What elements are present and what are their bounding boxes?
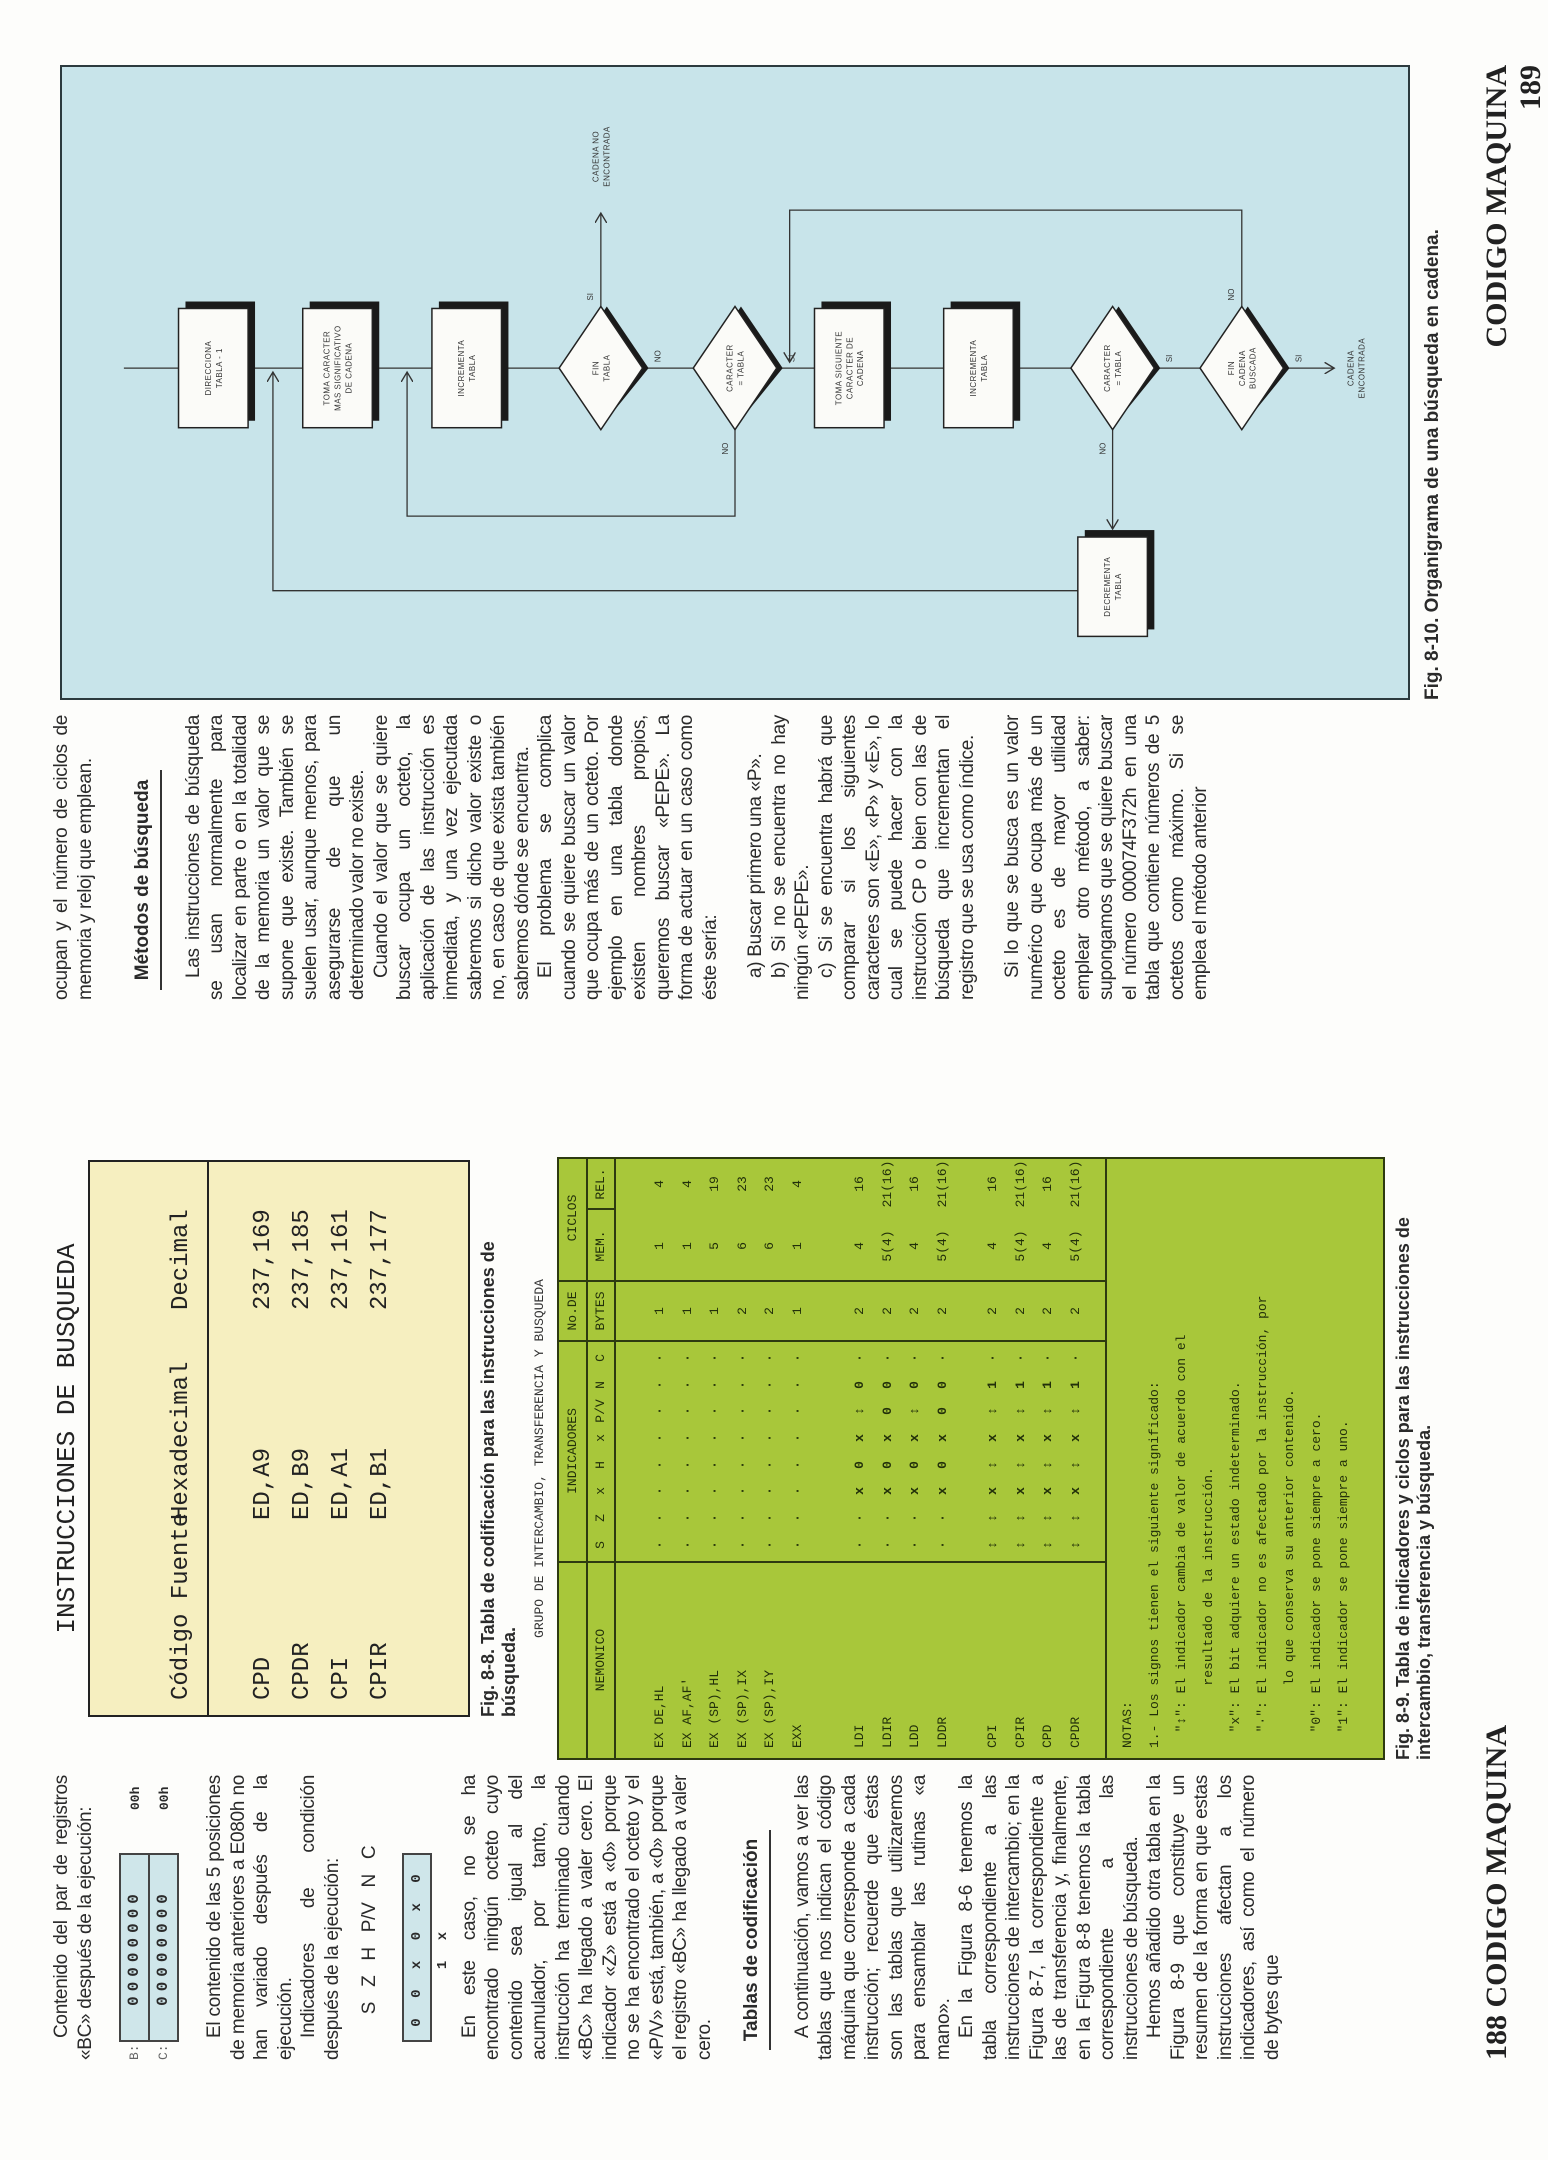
running-head-189: CODIGO MAQUINA 189 (1480, 65, 1547, 348)
mem-cycles: 1 (679, 1242, 695, 1250)
mnemonic: LDI (852, 1724, 867, 1748)
flag-value: · (934, 1354, 950, 1362)
fig-8-8-title: INSTRUCCIONES DE BUSQUEDA (52, 1243, 82, 1634)
label-no: NO (653, 350, 663, 363)
flag-value: · (707, 1354, 722, 1362)
flag-value: · (707, 1381, 722, 1389)
table-cell: ED,A1 (328, 1447, 355, 1520)
flag-value: · (907, 1541, 922, 1549)
list-item-a: a) Buscar primero una «P». (745, 753, 766, 978)
flag-value: · (789, 1487, 805, 1495)
diamond-body (693, 306, 776, 429)
running-head-188: 188 CODIGO MAQUINA (1480, 1725, 1513, 2060)
flag-value: · (1067, 1354, 1083, 1362)
paragraph-indicadores: Indicadores de condición después de la ejecución: (298, 1775, 343, 2060)
rel-cycles: 16 (985, 1176, 1000, 1192)
mnemonic: CPDR (1067, 1716, 1083, 1748)
page-188-text-column (50, 1775, 1284, 2060)
mem-cycles: 5(4) (879, 1230, 895, 1262)
flag-value: · (762, 1487, 777, 1495)
fig-8-9-table (557, 1157, 1385, 1760)
flag-value: · (789, 1541, 805, 1549)
bytes-value: 2 (879, 1307, 895, 1315)
flag-value: · (652, 1487, 667, 1495)
paragraph-memoria: El contenido de las 5 posiciones de memoria anteriores a E080h no han variado después de la ejecución. (204, 1775, 296, 2060)
flag-value: 0 (852, 1381, 867, 1389)
flag-value: · (707, 1461, 722, 1469)
mem-cycles: 5(4) (934, 1230, 950, 1262)
flag-value: · (679, 1381, 695, 1389)
diamond-label-fin_tabla: FIN TABLA (591, 354, 612, 382)
flag-value: ↕ (1067, 1407, 1083, 1415)
bytes-value: 2 (734, 1307, 750, 1315)
flag-value: · (652, 1407, 667, 1415)
flag-value: · (985, 1354, 1000, 1362)
note-line: "0": El indicador se pone siempre a cero. (1309, 1412, 1324, 1748)
flag-value: 0 (879, 1381, 895, 1389)
flag-value: x (907, 1434, 922, 1442)
flag-value: ↕ (1012, 1461, 1028, 1469)
table-cell: 237,169 (250, 1209, 277, 1310)
flag-value: · (789, 1407, 805, 1415)
header-indicadores: INDICADORES (565, 1408, 580, 1494)
rel-cycles: 23 (734, 1176, 750, 1192)
mnemonic: EX DE,HL (652, 1685, 667, 1748)
flag-value: 1 (1067, 1381, 1083, 1389)
rel-cycles: 21(16) (1012, 1160, 1028, 1208)
flag-header-pv: P/V (593, 1399, 608, 1423)
list-item-c: c) Si se encuentra habrá que comparar si los siguientes caracteres son «E», «P» y «E», lo cual se puede hacer con la instrucción CP o bien con las de búsqueda que incrementan el registro que se usa como índice. (815, 715, 978, 1000)
flag-value: x (1040, 1487, 1055, 1495)
end-label-cadena-no-encontrada: CADENA NO ENCONTRADA (591, 126, 612, 187)
flag-value: · (679, 1487, 695, 1495)
rel-cycles: 21(16) (934, 1160, 950, 1208)
divider (586, 1208, 614, 1210)
fig-8-9-caption: Fig. 8-9. Tabla de indicadores y ciclos para las instrucciones de intercambio, transferencia y búsqueda. (1393, 1217, 1434, 1760)
flag-value: ↕ (1012, 1407, 1028, 1415)
table-cell: ED,B1 (367, 1447, 394, 1520)
flag-value: x (852, 1487, 867, 1495)
register-hex: 00h (128, 1786, 143, 1810)
header-ciclos: CICLOS (565, 1194, 580, 1242)
flag-value: · (679, 1354, 695, 1362)
box-label-direcciona: DIRECCIONA TABLA - 1 (203, 340, 224, 396)
flag-value: ↕ (1012, 1541, 1028, 1549)
rel-cycles: 16 (1040, 1176, 1055, 1192)
flag-value: x (934, 1434, 950, 1442)
flag-value: ↕ (1067, 1541, 1083, 1549)
flag-value: x (934, 1487, 950, 1495)
label-si: SI (585, 293, 595, 301)
rel-cycles: 21(16) (879, 1160, 895, 1208)
note-line: "1": El indicador se pone siempre a uno. (1336, 1420, 1351, 1748)
paragraph-hemos: Hemos añadido otra tabla en la Figura 8-9 que constituye un resumen de la forma en que estas instrucciones afectan a los indicadores, así como el número de bytes que (1144, 1775, 1283, 2060)
label-si: SI (787, 354, 797, 363)
rel-cycles: 4 (652, 1180, 667, 1188)
flag-value: · (762, 1407, 777, 1415)
mem-cycles: 6 (762, 1242, 777, 1250)
note-line: NOTAS: (1120, 1701, 1135, 1748)
flag-value: ↕ (985, 1407, 1000, 1415)
flag-value: x (1012, 1487, 1028, 1495)
bytes-value: 2 (907, 1307, 922, 1315)
flag-value: · (734, 1407, 750, 1415)
header-rel: REL. (593, 1168, 608, 1200)
table-cell: 237,161 (328, 1209, 355, 1310)
flag-value: 0 (852, 1461, 867, 1469)
flag-value: · (907, 1514, 922, 1522)
bytes-value: 2 (985, 1307, 1000, 1315)
flag-value: ↕ (1040, 1514, 1055, 1522)
register-label: C: (156, 2044, 171, 2060)
flag-value: · (652, 1354, 667, 1362)
flag-value: ↕ (907, 1407, 922, 1415)
flag-value: 0 (907, 1461, 922, 1469)
flag-header-h: H (593, 1461, 608, 1469)
box-body (179, 308, 249, 427)
divider (586, 1159, 588, 1758)
flag-value: · (679, 1461, 695, 1469)
flag-value: ↕ (1040, 1407, 1055, 1415)
flag-value: x (879, 1434, 895, 1442)
diamond-label-caracter2: CARACTER = TABLA (1103, 344, 1124, 392)
diamond-label-fin_cadena: FIN CADENA BUSCADA (1226, 347, 1258, 390)
flag-value: · (762, 1381, 777, 1389)
flag-value: ↕ (852, 1407, 867, 1415)
mem-cycles: 1 (652, 1242, 667, 1250)
flag-value: · (762, 1354, 777, 1362)
flag-value: · (852, 1514, 867, 1522)
rel-cycles: 16 (907, 1176, 922, 1192)
flag-value: x (1067, 1487, 1083, 1495)
note-line: "↕": El indicador cambia de valor de acuerdo con el (1174, 1334, 1189, 1748)
mem-cycles: 5(4) (1067, 1230, 1083, 1262)
table-cell: CPDR (289, 1642, 316, 1700)
bytes-value: 1 (789, 1307, 805, 1315)
flag-value: · (852, 1354, 867, 1362)
note-line: "x": El bit adquiere un estado indeterminado. (1228, 1381, 1243, 1748)
header-divider (207, 1162, 209, 1715)
rel-cycles: 21(16) (1067, 1160, 1083, 1208)
column-header-hex: Hexadecimal (168, 1361, 195, 1520)
bytes-value: 2 (852, 1307, 867, 1315)
paragraph-continuacion: A continuación, vamos a ver las tablas que nos indican el código máquina que corresponde a cada instrucción; recuerde que éstas son las tablas que utilizaremos para ensamblar las rutinas «a mano». (791, 1775, 954, 2060)
flag-value: · (789, 1381, 805, 1389)
divider (559, 1280, 1105, 1282)
diamond-label-caracter1: CARACTER = TABLA (725, 344, 746, 392)
box-label-incrementa2: INCREMENTA TABLA (968, 339, 989, 397)
paragraph-caso: En este caso, no se ha encontrado ningún octeto cuyo contenido sea igual al del acumulador, por tanto, la instrucción ha terminado cuando «BC» ha llegado a valer cero. El indicador «Z» está a «0» porque no se ha encontrado el octeto y el «P/V» está, también, a «0» porque el registro «BC» ha llegado a valer cero. (458, 1775, 715, 2060)
box-label-toma_mas: TOMA CARACTER MAS SIGNIFICATIVO DE CADENA (322, 325, 354, 411)
flag-value: · (789, 1434, 805, 1442)
divider (614, 1159, 616, 1758)
flag-value: ↕ (1040, 1541, 1055, 1549)
label-no: NO (721, 442, 731, 455)
flag-value: · (707, 1514, 722, 1522)
flag-value: · (734, 1541, 750, 1549)
mnemonic: LDD (907, 1724, 922, 1748)
flag-value: ↕ (1067, 1461, 1083, 1469)
box-label-decrementa: DECREMENTA TABLA (1103, 556, 1124, 617)
list-item-b: b) Si no se encuentra no hay ningún «PEPE». (768, 715, 813, 1000)
rel-cycles: 4 (679, 1180, 695, 1188)
end-label-cadena-encontrada: CADENA ENCONTRADA (1346, 337, 1367, 399)
page-189-text-column (50, 715, 1213, 1000)
flag-value: · (789, 1461, 805, 1469)
table-cell: 237,177 (367, 1209, 394, 1310)
flag-value: · (652, 1541, 667, 1549)
heading-metodos-busqueda: Métodos de búsqueda (131, 770, 162, 990)
flag-value: · (707, 1487, 722, 1495)
fig-8-8-table (88, 1160, 470, 1717)
flag-value: ↕ (985, 1461, 1000, 1469)
box-label-incrementa1: INCREMENTA TABLA (457, 339, 478, 397)
paragraph-contenido: Contenido del par de registros «BC» después de la ejecución: (51, 1775, 96, 2060)
paragraph-instrucciones: Las instrucciones de búsqueda se usan normalmente para localizar en parte o en la totalidad de la memoria un valor que se supone que existe. También se suelen usar, aunque menos, para asegurarse de que un determinado valor no existe. (182, 715, 368, 1000)
flag-value: · (652, 1514, 667, 1522)
flag-value: x (1012, 1434, 1028, 1442)
flag-value: · (789, 1354, 805, 1362)
paragraph-figuras: En la Figura 8-6 tenemos la tabla correspondiente a las instrucciones de intercambio; en la Figura 8-7, la correspondiente a las de transferencia y, finalmente, en la Figura 8-8 tenemos la tabla correspondiente a las instrucciones de búsqueda. (956, 1775, 1142, 2060)
flag-value: 1 (985, 1381, 1000, 1389)
flag-value: · (907, 1354, 922, 1362)
table-cell: 237,185 (289, 1209, 316, 1310)
divider (559, 1561, 1105, 1563)
flag-value: · (879, 1514, 895, 1522)
mnemonic: CPIR (1012, 1716, 1028, 1748)
mem-cycles: 4 (1040, 1242, 1055, 1250)
header-nemonico: NEMONICO (593, 1628, 608, 1692)
header-bytes: BYTES (593, 1291, 608, 1331)
flag-header-z: Z (593, 1514, 608, 1522)
bytes-value: 1 (652, 1307, 667, 1315)
register-b (119, 1760, 148, 2060)
paragraph-cuando: Cuando el valor que se quiere buscar ocupa un octeto, la aplicación de las instrucción es inmediata, y una vez ejecutada sabremos si dicho valor existe o no, en caso de que exista también sabremos dónde se encuentra. (370, 715, 533, 1000)
flag-value: 0 (934, 1461, 950, 1469)
fig-8-10-flowchart (60, 65, 1410, 700)
mnemonic: CPI (985, 1724, 1000, 1748)
rel-cycles: 16 (852, 1176, 867, 1192)
paragraph-ocupan: ocupan y el número de ciclos de memoria y reloj que emplean. (51, 715, 96, 1000)
flag-value: ↕ (985, 1514, 1000, 1522)
flag-value: · (734, 1434, 750, 1442)
flag-value: · (734, 1514, 750, 1522)
box-body (432, 308, 502, 427)
diamond-body (1071, 306, 1154, 429)
flag-value: · (879, 1541, 895, 1549)
label-si: SI (1165, 354, 1175, 363)
fig-8-9-title: GRUPO DE INTERCAMBIO, TRANSFERENCIA Y BUSQUEDA (532, 1279, 547, 1638)
flag-value: · (734, 1354, 750, 1362)
box-body (1078, 537, 1148, 636)
flag-value: 0 (934, 1381, 950, 1389)
flag-value: · (652, 1381, 667, 1389)
label-si: SI (1294, 354, 1304, 363)
flag-header-n: N (593, 1381, 608, 1389)
bytes-value: 2 (1067, 1307, 1083, 1315)
note-line: resultado de la instrucción. (1201, 1467, 1216, 1748)
flag-value: ↕ (1067, 1514, 1083, 1522)
box-body (944, 308, 1014, 427)
flag-value: · (734, 1487, 750, 1495)
flag-header-s: S (593, 1541, 608, 1549)
divider (559, 1340, 1105, 1342)
flag-value: · (652, 1461, 667, 1469)
mnemonic: LDDR (934, 1716, 950, 1748)
flag-header-x: x (593, 1434, 608, 1442)
mem-cycles: 4 (852, 1242, 867, 1250)
flag-value: 0 (879, 1407, 895, 1415)
flag-value: · (934, 1541, 950, 1549)
table-cell: CPD (250, 1656, 277, 1700)
bytes-value: 1 (679, 1307, 695, 1315)
mnemonic: EX (SP),IY (762, 1669, 777, 1748)
column-header-codigo: Código Fuente (168, 1512, 195, 1700)
mem-cycles: 5(4) (1012, 1230, 1028, 1262)
mem-cycles: 4 (907, 1242, 922, 1250)
flag-value: · (762, 1514, 777, 1522)
flag-value: · (679, 1514, 695, 1522)
table-cell: ED,A9 (250, 1447, 277, 1520)
mem-cycles: 6 (734, 1242, 750, 1250)
label-no: NO (1098, 442, 1108, 455)
table-cell: CPIR (367, 1642, 394, 1700)
mem-cycles: 4 (985, 1242, 1000, 1250)
flag-value: · (762, 1541, 777, 1549)
flag-value: · (852, 1541, 867, 1549)
flag-value: 1 (1012, 1381, 1028, 1389)
flag-value: 0 (907, 1381, 922, 1389)
flag-value: · (679, 1541, 695, 1549)
flag-value: x (985, 1487, 1000, 1495)
flowchart-nodes (179, 126, 1367, 636)
flag-value: ↕ (985, 1541, 1000, 1549)
flag-value: · (707, 1407, 722, 1415)
heading-tablas-codificacion: Tablas de codificación (740, 1830, 771, 2050)
flag-value: x (879, 1487, 895, 1495)
flag-value: 0 (879, 1461, 895, 1469)
register-bits: 00000000 (148, 1853, 179, 2042)
table-cell: ED,B9 (289, 1447, 316, 1520)
note-line: lo que conserva su anterior contenido. (1282, 1389, 1297, 1748)
mnemonic: EX AF,AF' (679, 1677, 695, 1748)
flag-value: · (1040, 1354, 1055, 1362)
flag-value: · (734, 1381, 750, 1389)
mnemonic: LDIR (879, 1716, 895, 1748)
flag-value: x (985, 1434, 1000, 1442)
fig-8-10-caption: Fig. 8-10. Organigrama de una búsqueda en cadena. (1422, 229, 1443, 700)
register-bits: 00000000 (119, 1853, 150, 2042)
flag-header-c: C (593, 1354, 608, 1362)
flag-value: x (1040, 1434, 1055, 1442)
mem-cycles: 5 (707, 1242, 722, 1250)
header-mem: MEM. (593, 1230, 608, 1262)
flag-value: · (789, 1514, 805, 1522)
paragraph-problema: El problema se complica cuando se quiere buscar un valor que ocupa más de un octeto. Por ejemplo en una tabla donde existen nombres propios, queremos buscar «PEPE». La forma de actuar en un caso como éste sería: (535, 715, 721, 1000)
fig-8-8-caption: Fig. 8-8. Tabla de codificación para las instrucciones de búsqueda. (478, 1241, 519, 1717)
table-cell: CPI (328, 1656, 355, 1700)
box-label-toma_sig: TOMA SIGUIENTE CARACTER DE CADENA (834, 330, 866, 406)
bytes-value: 2 (1012, 1307, 1028, 1315)
flowchart-svg (62, 67, 1408, 698)
mnemonic: EX (SP),IX (734, 1669, 750, 1748)
label-no: NO (1226, 288, 1236, 301)
flag-value: 1 (1040, 1381, 1055, 1389)
flag-value: · (762, 1434, 777, 1442)
flag-value: ↕ (1012, 1514, 1028, 1522)
register-c (148, 1760, 177, 2060)
rel-cycles: 23 (762, 1176, 777, 1192)
flag-value: 0 (934, 1407, 950, 1415)
paragraph-si-lo: Si lo que se busca es un valor numérico que ocupa más de un octeto es de mayor utilidad emplear otro método, a saber: supongamos que se quiere buscar el número 000074F372h en una tabla que contiene números de 5 octetos como máximo. Si se emplea el método anterior (1002, 715, 1211, 1000)
flag-value: · (762, 1461, 777, 1469)
flag-header-x: x (593, 1487, 608, 1495)
register-label: B: (127, 2044, 142, 2060)
flag-value: · (679, 1434, 695, 1442)
table-notes (1114, 1168, 1357, 1748)
divider (1105, 1159, 1107, 1758)
flag-value: · (652, 1434, 667, 1442)
column-header-decimal: Decimal (168, 1209, 195, 1310)
bytes-value: 1 (707, 1307, 722, 1315)
rel-cycles: 19 (707, 1176, 722, 1192)
flags-label: S Z H P/V N C (359, 1845, 380, 2015)
flag-value: x (1067, 1434, 1083, 1442)
register-display (119, 1775, 179, 2060)
flag-value: ↕ (1040, 1461, 1055, 1469)
flag-value: · (707, 1541, 722, 1549)
mnemonic: CPD (1040, 1724, 1055, 1748)
note-line: 1.- Los signos tienen el siguiente significado: (1147, 1381, 1162, 1748)
flag-value: · (679, 1407, 695, 1415)
diamond-body (559, 306, 642, 429)
mem-cycles: 1 (789, 1242, 805, 1250)
bytes-value: 2 (934, 1307, 950, 1315)
flags-value-box: 0 0 x 0 x 0 1 x (402, 1853, 432, 2042)
flag-value: · (1012, 1354, 1028, 1362)
flag-value: x (907, 1487, 922, 1495)
bytes-value: 2 (1040, 1307, 1055, 1315)
flag-value: x (852, 1434, 867, 1442)
flag-value: · (934, 1514, 950, 1522)
flag-value: · (879, 1354, 895, 1362)
bytes-value: 2 (762, 1307, 777, 1315)
flag-value: · (734, 1461, 750, 1469)
rel-cycles: 4 (789, 1180, 805, 1188)
register-hex: 00h (157, 1786, 172, 1810)
header-no-de: No.DE (565, 1291, 580, 1331)
note-line: "·": El indicador no es afectado por la instrucción, por (1255, 1295, 1270, 1748)
mnemonic: EX (SP),HL (707, 1669, 722, 1748)
flag-value: · (707, 1434, 722, 1442)
mnemonic: EXX (789, 1724, 805, 1748)
